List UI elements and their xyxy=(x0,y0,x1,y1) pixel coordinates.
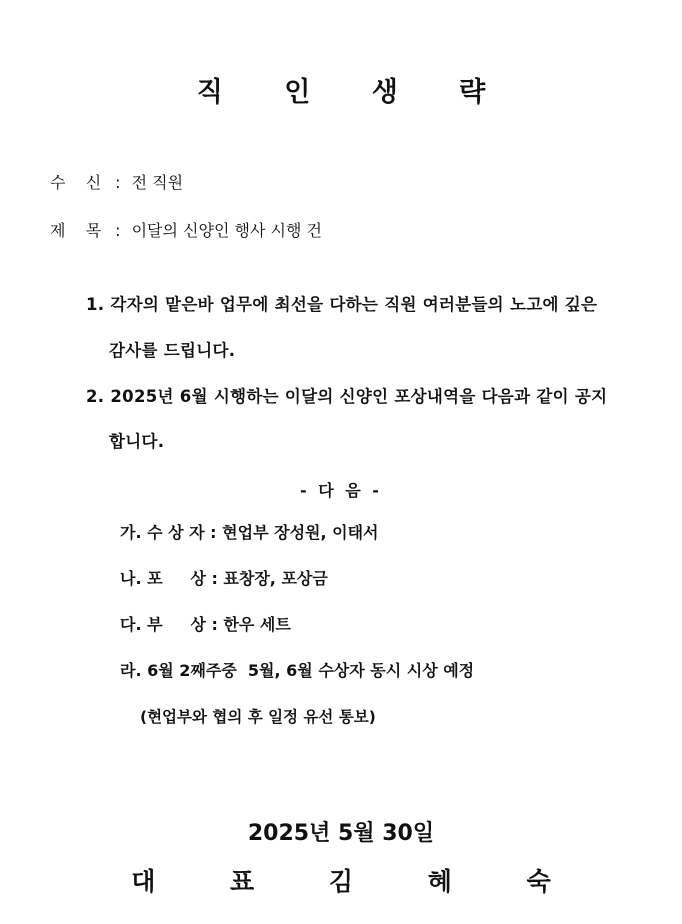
item-value: 6월 2째주중 5월, 6월 수상자 동시 시상 예정 xyxy=(147,661,475,680)
paragraph-1-line-1: 1. 각자의 맡은바 업무에 최선을 다하는 직원 여러분들의 노고에 깊은 xyxy=(86,295,598,314)
recipient-label: 수 신 xyxy=(50,173,102,192)
recipient-separator: : xyxy=(115,173,121,192)
item-key: 라. xyxy=(120,661,142,680)
paragraph-2-line-2: 합니다. xyxy=(109,432,165,451)
subject-value: 이달의 신양인 행사 시행 건 xyxy=(131,221,322,240)
subject-separator: : xyxy=(115,221,121,240)
signature: 대 표 김 혜 숙 xyxy=(131,867,584,896)
subject-line xyxy=(50,218,322,241)
following-label: - 다 음 - xyxy=(300,481,382,500)
subject-label: 제 목 xyxy=(50,221,102,240)
list-item xyxy=(120,612,291,635)
list-item xyxy=(120,658,474,681)
item-key: 나. 포 상 : xyxy=(120,569,218,588)
item-value: 한우 세트 xyxy=(223,615,291,634)
list-item xyxy=(120,566,328,589)
recipient-value: 전 직원 xyxy=(131,173,184,192)
schedule-note: (현업부와 협의 후 일정 유선 통보) xyxy=(140,708,376,726)
recipient-line xyxy=(50,170,183,193)
item-value: 표창장, 포상금 xyxy=(223,569,328,588)
paragraph-2-line-1: 2. 2025년 6월 시행하는 이달의 신양인 포상내역을 다음과 같이 공지 xyxy=(86,387,608,406)
item-key: 가. 수 상 자 : xyxy=(120,523,217,542)
item-key: 다. 부 상 : xyxy=(120,615,218,634)
item-value: 현업부 장성원, 이태서 xyxy=(222,523,379,542)
document-title: 직 인 생 략 xyxy=(196,77,512,108)
paragraph-1-line-2: 감사를 드립니다. xyxy=(109,341,236,360)
list-item xyxy=(120,520,379,543)
document-date: 2025년 5월 30일 xyxy=(247,821,435,846)
